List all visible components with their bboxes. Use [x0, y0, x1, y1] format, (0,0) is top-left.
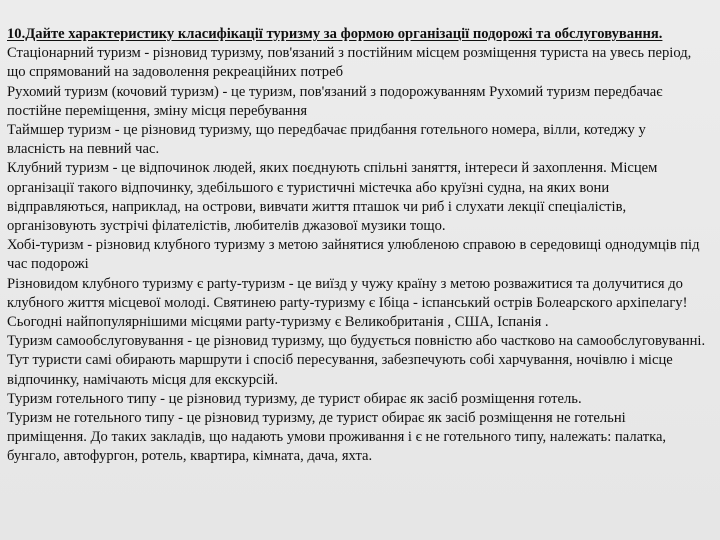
question-heading: 10.Дайте характеристику класифікації туризму за формою організації подорожі та обслуговування.	[7, 26, 663, 42]
paragraph-non-hotel-tourism: Туризм не готельного типу - це різновид туризму, де турист обирає як засіб розміщення не готельні приміщення. До таких закладів, що надають умови проживання і є не готельного типу, належать: палатка, бунгало, автофургон, ротель, квартира, кімната, дача, яхта.	[7, 410, 667, 465]
paragraph-stationary-tourism: Стаціонарний туризм - різновид туризму, пов'язаний з постійним місцем розміщення туриста на увесь період, що спрямований на задоволення рекреаційних потреб	[7, 45, 692, 81]
paragraph-mobile-tourism: Рухомий туризм (кочовий туризм) - це туризм, пов'язаний з подорожуванням Рухомий туризм передбачає постійне переміщення, зміну місця перебування	[7, 83, 663, 119]
paragraph-timeshare-tourism: Таймшер туризм - це різновид туризму, що передбачає придбання готельного номера, вілли, котеджу у власність на певний час.	[7, 122, 646, 158]
paragraph-hotel-tourism: Туризм готельного типу - це різновид туризму, де турист обирає як засіб розміщення готель.	[7, 390, 582, 407]
paragraph-party-tourism: Різновидом клубного туризму є party-туризм - це виїзд у чужу країну з метою розважитися та долучитися до клубного життя місцевої молоді. Святинею party-туризму є Ібіца - іспанський острів Болеарского архіпелагу! Сьогодні найпопулярнішими місцями party-туризму є Великобританія , США, Іспанія .	[7, 275, 688, 331]
paragraph-club-tourism: Клубний туризм - це відпочинок людей, яких поєднують спільні заняття, інтереси й захоплення. Місцем організації такого відпочинку, здебільшого є туристичні містечка або круїзні судна, на яких вони відправляються, наприклад, на острови, вивчати життя пташок чи риб і слухати лекції спеціалістів, організовують зустрічі філателістів, любителів джазової музики тощо.	[7, 160, 658, 235]
paragraph-self-service-tourism: Туризм самообслуговування - це різновид туризму, що будується повністю або частково на самообслуговуванні. Тут туристи самі обирають маршрути і спосіб пересування, забезпечують собі харчування, ночівлю і місце відпочинку, намічають місця для екскурсій.	[7, 333, 706, 388]
paragraph-hobby-tourism: Хобі-туризм - різновид клубного туризму з метою зайнятися улюбленою справою в середовищі однодумців під час подорожі	[7, 237, 700, 273]
